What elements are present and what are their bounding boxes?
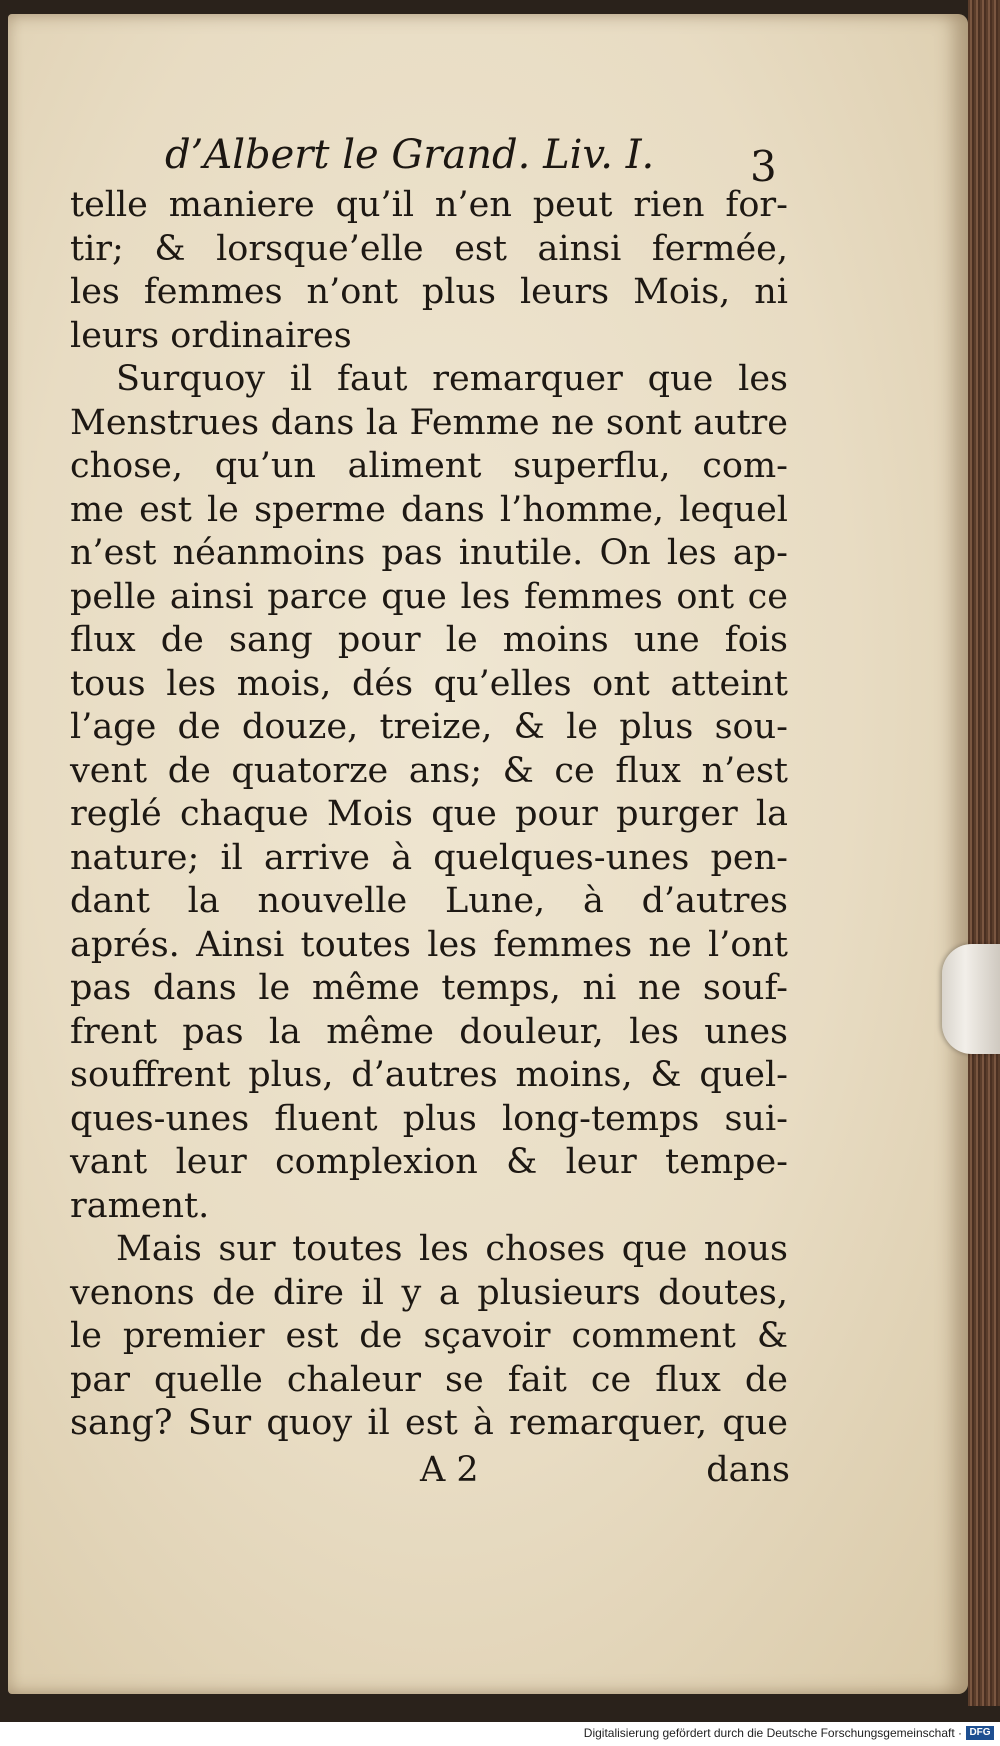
text-line: tous les mois, dés qu’elles ont atteint [70,663,788,704]
text-line: me est le sperme dans l’homme, lequel [70,489,788,530]
credit-bar [0,1722,1000,1746]
running-header [165,128,805,191]
text-line: vent de quatorze ans; & ce flux n’est [70,750,788,791]
page-number: 3 [750,142,777,191]
running-title: d’Albert le Grand. Liv. I. [165,132,655,178]
text-line: Menstrues dans la Femme ne sont autre [70,402,788,443]
text-line: venons de dire il y a plusieurs doutes, [70,1272,788,1313]
text-line: tir; & lorsque’elle est ainsi fermée, [70,228,788,269]
text-line: sang? Sur quoy il est à remarquer, que [70,1403,788,1443]
text-line: leurs ordinaires [70,315,352,356]
text-line: Mais sur toutes les choses que nous [116,1229,788,1269]
text-line: chose, qu’un aliment superflu, com- [70,446,788,486]
text-line: les femmes n’ont plus leurs Mois, ni [70,272,788,312]
text-line: frent pas la même douleur, les unes [70,1011,788,1052]
text-line: reglé chaque Mois que pour purger la [70,794,788,834]
text-line: aprés. Ainsi toutes les femmes ne l’ont [70,924,788,965]
text-line: souffrent plus, d’autres moins, & quel- [70,1055,788,1095]
text-line: vant leur complexion & leur tempe- [70,1142,788,1182]
catchword: dans [706,1450,790,1490]
text-line: pas dans le même temps, ni ne souf- [70,968,788,1008]
text-line: n’est néanmoins pas inutile. On les ap- [70,533,788,573]
book-fore-edge [968,0,1000,1706]
signature-mark: A 2 [420,1450,479,1490]
body-text [70,184,788,1446]
text-line: Surquoy il faut remarquer que les [116,359,788,399]
text-line: rament. [70,1185,210,1226]
credit-text: Digitalisierung gefördert durch die Deutsche Forschungsgemeinschaft · [583,1726,962,1740]
text-line: pelle ainsi parce que les femmes ont ce [70,576,788,617]
text-line: nature; il arrive à quelques-unes pen- [70,837,788,878]
text-line: par quelle chaleur se fait ce flux de [70,1359,788,1400]
dfg-logo-icon: DFG [966,1726,994,1740]
text-line: ques-unes fluent plus long-temps sui- [70,1098,788,1139]
text-line: le premier est de sçavoir comment & [70,1316,788,1356]
text-line: dant la nouvelle Lune, à d’autres [70,881,788,921]
text-line: l’age de douze, treize, & le plus sou- [70,707,788,747]
page-footer [420,1450,790,1494]
page-tab-marker [942,944,1000,1054]
text-line: telle maniere qu’il n’en peut rien for- [70,185,788,225]
text-line: flux de sang pour le moins une fois [70,620,788,660]
